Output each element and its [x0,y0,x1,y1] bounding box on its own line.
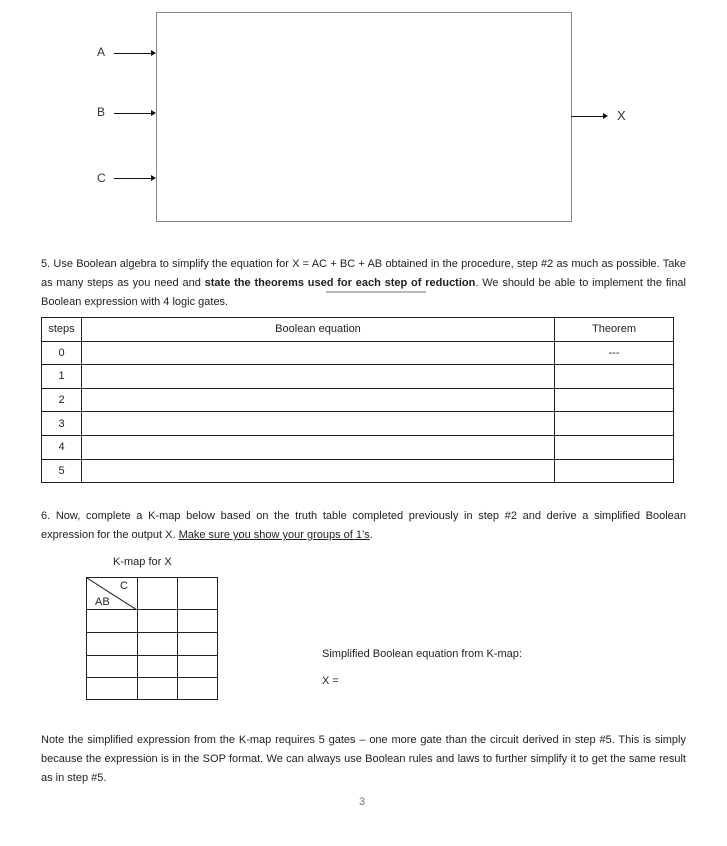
table-row [42,459,674,483]
kmap-cell[interactable] [138,678,178,700]
q5-bold: state the theorems used for each step of reduction [204,277,476,289]
input-arrow-c [114,178,154,179]
kmap-cell[interactable] [138,656,178,678]
header-theorem: Theorem [555,318,674,342]
table-row [42,435,674,459]
step-number: 1 [42,365,82,389]
equation-cell[interactable] [82,412,555,436]
table-row [42,365,674,389]
kmap-header-cell[interactable] [178,578,218,610]
kmap-title: K-map for X [113,556,172,568]
q5-prefix: 5. Use Boolean algebra to simplify the equation for [41,258,293,270]
kmap-row-label-cell[interactable] [87,633,138,656]
equation-cell[interactable] [82,459,555,483]
step-number: 2 [42,388,82,412]
kmap-grid [86,577,218,700]
equation-cell[interactable] [82,341,555,365]
table-row [42,412,674,436]
kmap-cell[interactable] [138,610,178,633]
q5-mid: obtained in the procedure, step #2 as much as possible. Take as many steps as you need and [41,258,686,289]
kmap-col-var: C [120,580,128,592]
theorem-cell[interactable]: --- [555,341,674,365]
table-row [42,341,674,365]
kmap-row-label-cell[interactable] [87,656,138,678]
theorem-cell[interactable] [555,459,674,483]
kmap-header-cell[interactable] [138,578,178,610]
step-number: 3 [42,412,82,436]
table-row [42,388,674,412]
equation-underline [326,291,426,293]
header-steps: steps [42,318,82,342]
kmap-cell[interactable] [138,633,178,656]
header-boolean-equation: Boolean equation [82,318,555,342]
step-number: 4 [42,435,82,459]
question-5-text [41,255,686,312]
kmap-cell[interactable] [178,678,218,700]
input-label-b: B [97,105,106,119]
equation-cell[interactable] [82,388,555,412]
page-number: 3 [359,796,366,808]
theorem-cell[interactable] [555,435,674,459]
q5-equation: X = AC + BC + AB [292,258,383,270]
question-6-text [41,507,686,545]
step-number: 0 [42,341,82,365]
theorem-cell[interactable] [555,412,674,436]
q6-text: 6. Now, complete a K-map below based on the truth table completed previously in step #2 and derive a simplified Boolean expression for the output X. [41,510,686,541]
simplified-x-label: X = [322,675,339,687]
input-arrow-b [114,113,154,114]
simplified-label: Simplified Boolean equation from K-map: [322,648,522,660]
kmap-row-var: AB [95,596,110,608]
theorem-cell[interactable] [555,365,674,389]
input-label-a: A [97,45,106,59]
kmap-row-label-cell[interactable] [87,610,138,633]
q6-underlined: Make sure you show your groups of 1’s [178,529,370,541]
equation-cell[interactable] [82,435,555,459]
table-header-row [42,318,674,342]
circuit-box [156,12,572,222]
input-arrow-a [114,53,154,54]
theorem-cell[interactable] [555,388,674,412]
q5-suffix: . We should be able to implement the final Boolean expression with 4 logic gates. [41,277,686,308]
kmap-corner-cell [87,578,138,610]
steps-table [41,317,674,483]
output-arrow [571,116,606,117]
kmap-row-label-cell[interactable] [87,678,138,700]
kmap-cell[interactable] [178,656,218,678]
step-number: 5 [42,459,82,483]
output-label-x: X [617,108,626,123]
q6-end: . [369,529,373,541]
input-label-c: C [97,171,106,185]
kmap-cell[interactable] [178,633,218,656]
note-text: Note the simplified expression from the K-map requires 5 gates – one more gate than the circuit derived in step #5. This is simply because the expression is in the SOP format. We can always use Boolean rules and laws to further simplify it to get the same result as in step #5. [41,734,686,784]
equation-cell[interactable] [82,365,555,389]
kmap-cell[interactable] [178,610,218,633]
